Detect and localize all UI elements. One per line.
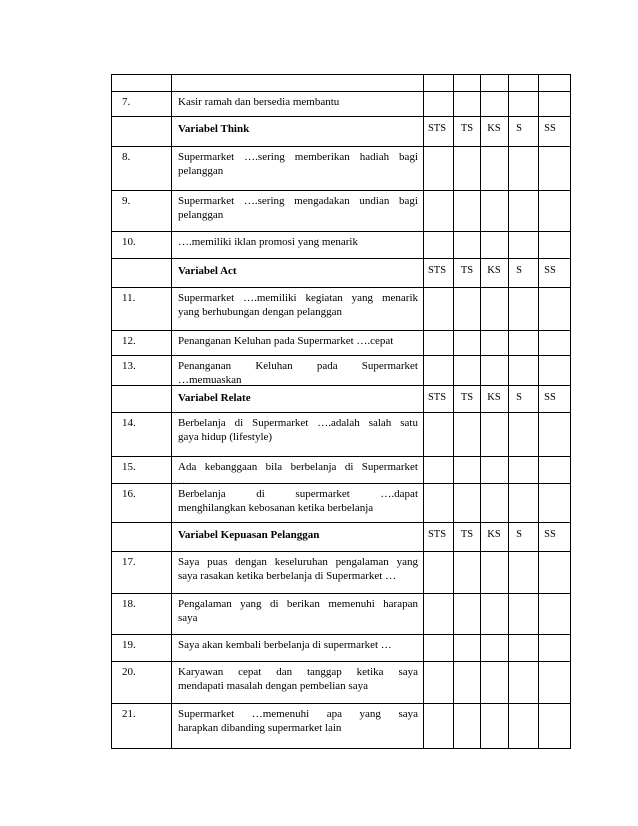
item-statement-line1: Supermarket ….sering mengadakan undian bagi — [178, 195, 418, 207]
row-rule — [111, 634, 571, 635]
row-rule — [111, 91, 571, 92]
scale-label-ks: KS — [487, 529, 501, 540]
item-statement-line1: Karyawan cepat dan tanggap ketika saya — [178, 666, 418, 678]
scale-label-s: S — [516, 123, 522, 134]
scale-label-sts: STS — [427, 392, 447, 403]
scale-label-s: S — [516, 392, 522, 403]
scale-label-ss: SS — [544, 392, 556, 403]
section-title: Variabel Kepuasan Pelanggan — [178, 529, 320, 541]
scale-label-ts: TS — [460, 529, 474, 540]
row-rule — [111, 190, 571, 191]
scale-column-rule — [508, 74, 509, 748]
scale-label-sts: STS — [427, 529, 447, 540]
item-statement-line1: Berbelanja di Supermarket ….adalah salah satu — [178, 417, 418, 429]
item-number: 18. — [122, 598, 136, 610]
scale-label-ts: TS — [460, 265, 474, 276]
section-title: Variabel Act — [178, 265, 237, 277]
item-statement-line2: harapkan dibanding supermarket lain — [178, 722, 342, 734]
row-rule — [111, 703, 571, 704]
item-number: 17. — [122, 556, 136, 568]
table-top-rule — [111, 74, 571, 75]
scale-label-ss: SS — [544, 123, 556, 134]
scale-label-ks: KS — [487, 392, 501, 403]
item-statement-line2: pelanggan — [178, 165, 224, 177]
section-title: Variabel Think — [178, 123, 250, 135]
row-rule — [111, 258, 571, 259]
row-rule — [111, 116, 571, 117]
scale-column-rule — [423, 74, 424, 748]
item-statement-line1: Ada kebanggaan bila berbelanja di Supermarket — [178, 461, 418, 473]
row-rule — [111, 593, 571, 594]
item-number: 12. — [122, 335, 136, 347]
row-rule — [111, 522, 571, 523]
item-statement-line2: mendapati masalah dengan pembelian saya — [178, 680, 368, 692]
item-number: 20. — [122, 666, 136, 678]
section-title: Variabel Relate — [178, 392, 251, 404]
item-statement-line1: Penanganan Keluhan pada Supermarket — [178, 360, 418, 372]
item-number: 15. — [122, 461, 136, 473]
row-rule — [111, 146, 571, 147]
item-statement-line2: menghilangkan kebosanan ketika berbelanja — [178, 502, 374, 514]
row-rule — [111, 287, 571, 288]
scale-column-rule — [570, 74, 571, 748]
item-number: 14. — [122, 417, 136, 429]
item-statement-line2: …memuaskan — [178, 374, 242, 386]
item-number: 7. — [122, 96, 131, 108]
scale-column-rule — [538, 74, 539, 748]
item-statement-line1: Pengalaman yang di berikan memenuhi harapan — [178, 598, 418, 610]
scale-label-sts: STS — [427, 123, 447, 134]
item-statement-line1: Berbelanja di supermarket ….dapat — [178, 488, 418, 500]
scale-label-sts: STS — [427, 265, 447, 276]
scale-label-ks: KS — [487, 123, 501, 134]
item-number: 11. — [122, 292, 136, 304]
row-rule — [111, 330, 571, 331]
item-statement-line2: saya — [178, 612, 198, 624]
scale-column-rule — [480, 74, 481, 748]
scale-label-ks: KS — [487, 265, 501, 276]
row-rule — [111, 412, 571, 413]
item-statement-line1: Supermarket ….memiliki kegiatan yang menarik — [178, 292, 418, 304]
scale-label-s: S — [516, 265, 522, 276]
row-rule — [111, 661, 571, 662]
item-number: 19. — [122, 639, 136, 651]
item-statement: Kasir ramah dan bersedia membantu — [178, 96, 340, 108]
item-number: 13. — [122, 360, 136, 372]
scale-label-s: S — [516, 529, 522, 540]
item-statement-line1: Supermarket ….sering memberikan hadiah bagi — [178, 151, 418, 163]
item-statement: Saya akan kembali berbelanja di supermarket … — [178, 639, 392, 651]
item-number: 21. — [122, 708, 136, 720]
item-number: 10. — [122, 236, 136, 248]
row-rule — [111, 551, 571, 552]
item-statement-line2: gaya hidup (lifestyle) — [178, 431, 273, 443]
item-number: 9. — [122, 195, 131, 207]
scale-label-ss: SS — [544, 529, 556, 540]
item-statement-line2: pelanggan — [178, 209, 224, 221]
item-number: 8. — [122, 151, 131, 163]
row-rule — [111, 456, 571, 457]
scale-column-rule — [453, 74, 454, 748]
scale-label-ts: TS — [460, 123, 474, 134]
item-statement-line1: Saya puas dengan keseluruhan pengalaman yang — [178, 556, 418, 568]
row-rule — [111, 355, 571, 356]
scale-label-ts: TS — [460, 392, 474, 403]
table-left-border — [111, 74, 112, 748]
item-statement: ….memiliki iklan promosi yang menarik — [178, 236, 358, 248]
row-rule — [111, 748, 571, 749]
scale-label-ss: SS — [544, 265, 556, 276]
number-column-rule — [171, 74, 172, 748]
item-statement-line2: yang berhubungan dengan pelanggan — [178, 306, 343, 318]
row-rule — [111, 231, 571, 232]
item-number: 16. — [122, 488, 136, 500]
item-statement-line1: Supermarket …memenuhi apa yang saya — [178, 708, 418, 720]
item-statement: Penanganan Keluhan pada Supermarket ….cepat — [178, 335, 394, 347]
item-statement-line2: … — [178, 475, 189, 487]
item-statement-line2: saya rasakan ketika berbelanja di Supermarket … — [178, 570, 397, 582]
